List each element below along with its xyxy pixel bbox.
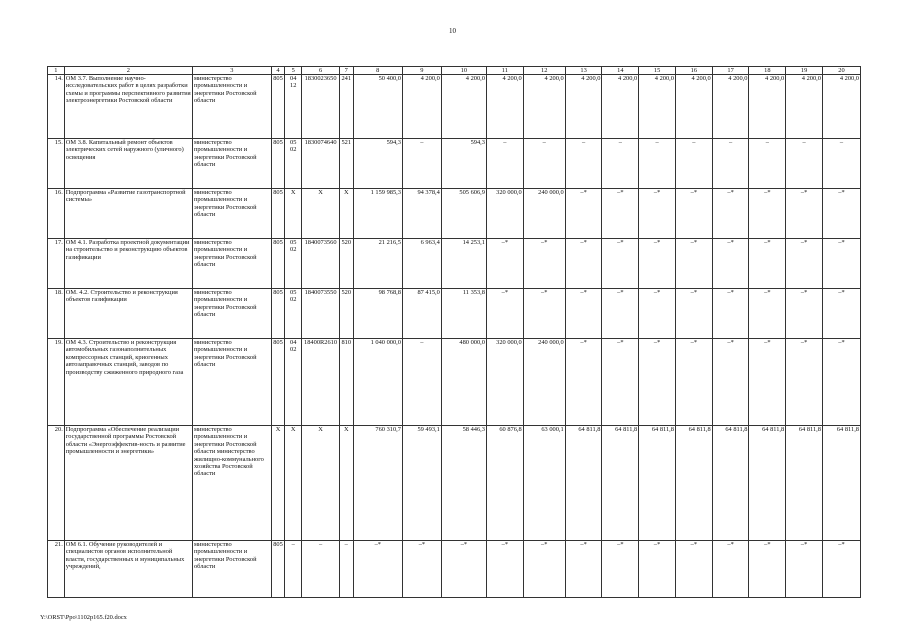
amount-cell: –* bbox=[639, 239, 676, 289]
row-number-cell: 18. bbox=[48, 289, 65, 339]
column-number-cell: 18 bbox=[749, 67, 786, 75]
amount-cell: –* bbox=[712, 239, 749, 289]
amount-cell: –* bbox=[602, 289, 639, 339]
amount-cell: 21 216,5 bbox=[353, 239, 402, 289]
amount-cell: –* bbox=[675, 541, 712, 598]
column-number-cell: 4 bbox=[271, 67, 285, 75]
amount-cell: 240 000,0 bbox=[523, 339, 565, 426]
row-number-cell: 21. bbox=[48, 541, 65, 598]
executor-cell: министерство промышленности и энергетики Ростовской области bbox=[192, 541, 271, 598]
column-number-cell: 6 bbox=[302, 67, 340, 75]
column-number-cell: 5 bbox=[285, 67, 302, 75]
table-row bbox=[48, 239, 861, 289]
budget-code-cell: 520 bbox=[339, 239, 353, 289]
column-number-cell: 1 bbox=[48, 67, 65, 75]
column-number-cell: 10 bbox=[441, 67, 486, 75]
amount-cell: –* bbox=[639, 339, 676, 426]
budget-code-cell: 521 bbox=[339, 139, 353, 189]
amount-cell: –* bbox=[602, 239, 639, 289]
amount-cell: 4 200,0 bbox=[675, 75, 712, 139]
amount-cell: –* bbox=[565, 541, 602, 598]
amount-cell: –* bbox=[822, 339, 860, 426]
amount-cell: –* bbox=[565, 289, 602, 339]
amount-cell: – bbox=[675, 139, 712, 189]
executor-cell: министерство промышленности и энергетики Ростовской области bbox=[192, 75, 271, 139]
measure-name-cell: ОМ 6.1. Обучение руководителей и специалистов органов исполнительной власти, государственных и муниципальных учреждений, bbox=[64, 541, 192, 598]
budget-code-cell: 04 12 bbox=[285, 75, 302, 139]
amount-cell: 594,3 bbox=[441, 139, 486, 189]
amount-cell: 14 253,1 bbox=[441, 239, 486, 289]
amount-cell: 98 768,8 bbox=[353, 289, 402, 339]
amount-cell: –* bbox=[602, 189, 639, 239]
budget-code-cell: 520 bbox=[339, 289, 353, 339]
amount-cell: 480 000,0 bbox=[441, 339, 486, 426]
column-number-cell: 3 bbox=[192, 67, 271, 75]
amount-cell: – bbox=[565, 139, 602, 189]
amount-cell: –* bbox=[822, 541, 860, 598]
budget-code-cell: Х bbox=[339, 426, 353, 541]
table-row bbox=[48, 339, 861, 426]
budget-code-cell: – bbox=[302, 541, 340, 598]
row-number-cell: 15. bbox=[48, 139, 65, 189]
table-row bbox=[48, 289, 861, 339]
amount-cell: – bbox=[712, 139, 749, 189]
table-row bbox=[48, 139, 861, 189]
amount-cell: 4 200,0 bbox=[712, 75, 749, 139]
amount-cell: 4 200,0 bbox=[822, 75, 860, 139]
amount-cell: –* bbox=[486, 239, 523, 289]
amount-cell: 64 811,8 bbox=[565, 426, 602, 541]
amount-cell: 4 200,0 bbox=[786, 75, 823, 139]
budget-code-cell: 805 bbox=[271, 289, 285, 339]
amount-cell: –* bbox=[749, 339, 786, 426]
amount-cell: –* bbox=[712, 541, 749, 598]
amount-cell: –* bbox=[441, 541, 486, 598]
amount-cell: 320 000,0 bbox=[486, 339, 523, 426]
amount-cell: –* bbox=[639, 541, 676, 598]
budget-code-cell: Х bbox=[271, 426, 285, 541]
amount-cell: –* bbox=[565, 189, 602, 239]
amount-cell: 760 310,7 bbox=[353, 426, 402, 541]
budget-table bbox=[47, 66, 861, 598]
amount-cell: –* bbox=[602, 339, 639, 426]
amount-cell: –* bbox=[565, 339, 602, 426]
executor-cell: министерство промышленности и энергетики Ростовской области bbox=[192, 189, 271, 239]
measure-name-cell: Подпрограмма «Развитие газотранспортной системы» bbox=[64, 189, 192, 239]
budget-code-cell: Х bbox=[339, 189, 353, 239]
amount-cell: 1 040 000,0 bbox=[353, 339, 402, 426]
amount-cell: –* bbox=[786, 189, 823, 239]
column-number-cell: 19 bbox=[786, 67, 823, 75]
budget-code-cell: 810 bbox=[339, 339, 353, 426]
budget-code-cell: – bbox=[339, 541, 353, 598]
amount-cell: –* bbox=[523, 289, 565, 339]
measure-name-cell: ОМ 4.1. Разработка проектной документации на строительство и реконструкцию объектов газификации bbox=[64, 239, 192, 289]
amount-cell: –* bbox=[786, 239, 823, 289]
budget-code-cell: 05 02 bbox=[285, 139, 302, 189]
amount-cell: – bbox=[749, 139, 786, 189]
amount-cell: 4 200,0 bbox=[639, 75, 676, 139]
column-number-cell: 8 bbox=[353, 67, 402, 75]
amount-cell: –* bbox=[712, 189, 749, 239]
executor-cell: министерство промышленности и энергетики Ростовской области bbox=[192, 239, 271, 289]
table-row bbox=[48, 541, 861, 598]
amount-cell: – bbox=[402, 139, 441, 189]
amount-cell: –* bbox=[675, 339, 712, 426]
amount-cell: –* bbox=[786, 339, 823, 426]
amount-cell: 320 000,0 bbox=[486, 189, 523, 239]
amount-cell: 4 200,0 bbox=[486, 75, 523, 139]
amount-cell: 58 446,3 bbox=[441, 426, 486, 541]
column-number-cell: 15 bbox=[639, 67, 676, 75]
amount-cell: – bbox=[639, 139, 676, 189]
column-number-cell: 7 bbox=[339, 67, 353, 75]
budget-code-cell: 04 02 bbox=[285, 339, 302, 426]
budget-code-cell: Х bbox=[285, 426, 302, 541]
budget-code-cell: 05 02 bbox=[285, 239, 302, 289]
amount-cell: –* bbox=[712, 339, 749, 426]
column-number-cell: 13 bbox=[565, 67, 602, 75]
amount-cell: – bbox=[523, 139, 565, 189]
measure-name-cell: ОМ. 4.2. Строительство и реконструкция объектов газификации bbox=[64, 289, 192, 339]
executor-cell: министерство промышленности и энергетики Ростовской области bbox=[192, 139, 271, 189]
budget-code-cell: 1830074640 bbox=[302, 139, 340, 189]
row-number-cell: 14. bbox=[48, 75, 65, 139]
amount-cell: –* bbox=[822, 239, 860, 289]
budget-code-cell: Х bbox=[302, 189, 340, 239]
amount-cell: –* bbox=[523, 239, 565, 289]
table-row bbox=[48, 426, 861, 541]
amount-cell: –* bbox=[486, 541, 523, 598]
amount-cell: 64 811,8 bbox=[822, 426, 860, 541]
budget-code-cell: 1840073560 bbox=[302, 239, 340, 289]
budget-code-cell: Х bbox=[302, 426, 340, 541]
measure-name-cell: ОМ 3.8. Капитальный ремонт объектов электрических сетей наружного (уличного) освещения bbox=[64, 139, 192, 189]
amount-cell: –* bbox=[749, 239, 786, 289]
column-number-cell: 2 bbox=[64, 67, 192, 75]
executor-cell: министерство промышленности и энергетики Ростовской области министерство жилищно-коммунального хозяйства Ростовской области bbox=[192, 426, 271, 541]
row-number-cell: 16. bbox=[48, 189, 65, 239]
amount-cell: –* bbox=[486, 289, 523, 339]
amount-cell: 4 200,0 bbox=[565, 75, 602, 139]
column-number-cell: 20 bbox=[822, 67, 860, 75]
amount-cell: 4 200,0 bbox=[523, 75, 565, 139]
amount-cell: 64 811,8 bbox=[639, 426, 676, 541]
amount-cell: –* bbox=[786, 541, 823, 598]
amount-cell: –* bbox=[639, 289, 676, 339]
page-number: 10 bbox=[449, 27, 456, 35]
amount-cell: 64 811,8 bbox=[675, 426, 712, 541]
header-row bbox=[48, 67, 861, 75]
budget-code-cell: 1830023650 bbox=[302, 75, 340, 139]
amount-cell: – bbox=[602, 139, 639, 189]
budget-code-cell: 805 bbox=[271, 189, 285, 239]
amount-cell: 64 811,8 bbox=[602, 426, 639, 541]
measure-name-cell: ОМ 4.3. Строительство и реконструкция автомобильных газонаполнительных компрессорных станций, криогенных автозаправочных станций, заводов по производству сжиженного природного газа bbox=[64, 339, 192, 426]
amount-cell: –* bbox=[353, 541, 402, 598]
amount-cell: 11 353,8 bbox=[441, 289, 486, 339]
amount-cell: 4 200,0 bbox=[602, 75, 639, 139]
column-number-cell: 9 bbox=[402, 67, 441, 75]
amount-cell: – bbox=[822, 139, 860, 189]
amount-cell: 1 159 985,3 bbox=[353, 189, 402, 239]
amount-cell: –* bbox=[749, 289, 786, 339]
amount-cell: 4 200,0 bbox=[441, 75, 486, 139]
amount-cell: 60 876,8 bbox=[486, 426, 523, 541]
amount-cell: 63 000,1 bbox=[523, 426, 565, 541]
amount-cell: 594,3 bbox=[353, 139, 402, 189]
column-number-cell: 17 bbox=[712, 67, 749, 75]
amount-cell: –* bbox=[749, 541, 786, 598]
amount-cell: – bbox=[786, 139, 823, 189]
column-number-cell: 16 bbox=[675, 67, 712, 75]
amount-cell: –* bbox=[675, 239, 712, 289]
executor-cell: министерство промышленности и энергетики Ростовской области bbox=[192, 339, 271, 426]
amount-cell: 50 400,0 bbox=[353, 75, 402, 139]
amount-cell: 64 811,8 bbox=[749, 426, 786, 541]
amount-cell: –* bbox=[822, 189, 860, 239]
footer-file-path: Y:\ORST\Ppo\1102p165.f20.docx bbox=[40, 614, 127, 621]
budget-code-cell: 805 bbox=[271, 541, 285, 598]
amount-cell: 94 378,4 bbox=[402, 189, 441, 239]
amount-cell: –* bbox=[565, 239, 602, 289]
budget-code-cell: 805 bbox=[271, 339, 285, 426]
column-number-cell: 14 bbox=[602, 67, 639, 75]
amount-cell: –* bbox=[786, 289, 823, 339]
amount-cell: – bbox=[486, 139, 523, 189]
amount-cell: –* bbox=[749, 189, 786, 239]
amount-cell: –* bbox=[402, 541, 441, 598]
budget-code-cell: – bbox=[285, 541, 302, 598]
budget-code-cell: 05 02 bbox=[285, 289, 302, 339]
amount-cell: 59 493,1 bbox=[402, 426, 441, 541]
amount-cell: –* bbox=[675, 189, 712, 239]
amount-cell: –* bbox=[712, 289, 749, 339]
amount-cell: 240 000,0 bbox=[523, 189, 565, 239]
budget-code-cell: 805 bbox=[271, 239, 285, 289]
amount-cell: 4 200,0 bbox=[749, 75, 786, 139]
budget-code-cell: 241 bbox=[339, 75, 353, 139]
row-number-cell: 20. bbox=[48, 426, 65, 541]
executor-cell: министерство промышленности и энергетики Ростовской области bbox=[192, 289, 271, 339]
budget-code-cell: Х bbox=[285, 189, 302, 239]
amount-cell: –* bbox=[822, 289, 860, 339]
amount-cell: 64 811,8 bbox=[786, 426, 823, 541]
row-number-cell: 17. bbox=[48, 239, 65, 289]
amount-cell: –* bbox=[639, 189, 676, 239]
amount-cell: 505 606,9 bbox=[441, 189, 486, 239]
measure-name-cell: ОМ 3.7. Выполнение научно-исследовательских работ в целях разработки схемы и программы перспективного развития электроэнергетики Ростовской области bbox=[64, 75, 192, 139]
row-number-cell: 19. bbox=[48, 339, 65, 426]
amount-cell: 4 200,0 bbox=[402, 75, 441, 139]
amount-cell: 6 963,4 bbox=[402, 239, 441, 289]
budget-code-cell: 18400R2610 bbox=[302, 339, 340, 426]
budget-code-cell: 805 bbox=[271, 139, 285, 189]
table-row bbox=[48, 75, 861, 139]
amount-cell: –* bbox=[523, 541, 565, 598]
amount-cell: – bbox=[402, 339, 441, 426]
column-number-cell: 11 bbox=[486, 67, 523, 75]
amount-cell: –* bbox=[602, 541, 639, 598]
amount-cell: 87 415,0 bbox=[402, 289, 441, 339]
budget-code-cell: 1840073550 bbox=[302, 289, 340, 339]
budget-code-cell: 805 bbox=[271, 75, 285, 139]
amount-cell: –* bbox=[675, 289, 712, 339]
amount-cell: 64 811,8 bbox=[712, 426, 749, 541]
column-number-cell: 12 bbox=[523, 67, 565, 75]
measure-name-cell: Подпрограмма «Обеспечение реализации государственной программы Ростовской области «Энергоэффектив-ность и развитие промышленности и энергетики» bbox=[64, 426, 192, 541]
table-row bbox=[48, 189, 861, 239]
